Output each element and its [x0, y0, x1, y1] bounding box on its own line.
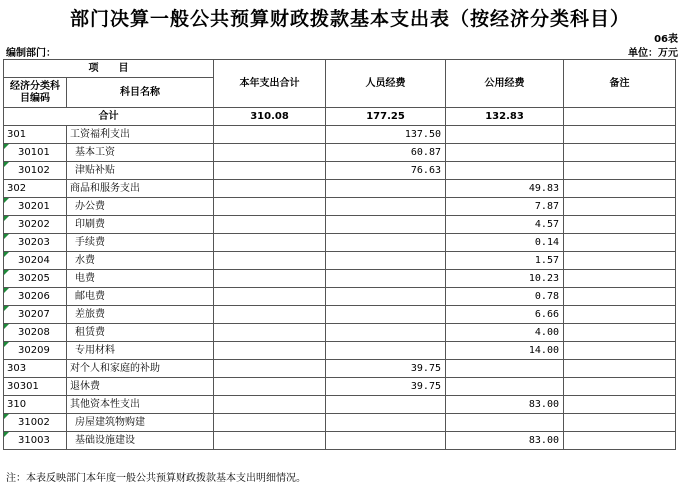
- row-code: 30207: [4, 306, 67, 324]
- row-code: 30204: [4, 252, 67, 270]
- table-row: [4, 234, 676, 252]
- row-code: 301: [4, 126, 67, 144]
- row-remark: [564, 126, 676, 144]
- row-code: 30208: [4, 324, 67, 342]
- row-personnel: [326, 252, 446, 270]
- row-public: [446, 414, 564, 432]
- row-name: 基础设施建设: [67, 432, 214, 450]
- row-public: 0.78: [446, 288, 564, 306]
- row-name: 其他资本性支出: [67, 396, 214, 414]
- table-row: [4, 432, 676, 450]
- row-public: [446, 162, 564, 180]
- row-public: [446, 360, 564, 378]
- row-total: [214, 198, 326, 216]
- table-row: [4, 342, 676, 360]
- row-name: 专用材料: [67, 342, 214, 360]
- table-row: [4, 126, 676, 144]
- row-total: [214, 306, 326, 324]
- row-code: 30203: [4, 234, 67, 252]
- table-row: [4, 270, 676, 288]
- row-name: 津贴补贴: [67, 162, 214, 180]
- row-remark: [564, 216, 676, 234]
- row-code: 30206: [4, 288, 67, 306]
- row-code: 30102: [4, 162, 67, 180]
- row-personnel: [326, 342, 446, 360]
- row-personnel: [326, 198, 446, 216]
- row-remark: [564, 234, 676, 252]
- header-project: 项 目: [4, 60, 214, 78]
- table-row: [4, 180, 676, 198]
- row-name: 差旅费: [67, 306, 214, 324]
- row-personnel: [326, 288, 446, 306]
- row-total: [214, 270, 326, 288]
- total-amount: 310.08: [214, 108, 326, 126]
- row-public: 0.14: [446, 234, 564, 252]
- row-code: 30205: [4, 270, 67, 288]
- header-item-name: 科目名称: [67, 78, 214, 108]
- row-public: 1.57: [446, 252, 564, 270]
- row-code: 31003: [4, 432, 67, 450]
- table-row: [4, 216, 676, 234]
- row-remark: [564, 306, 676, 324]
- row-personnel: 60.87: [326, 144, 446, 162]
- row-remark: [564, 360, 676, 378]
- row-personnel: 137.50: [326, 126, 446, 144]
- row-name: 办公费: [67, 198, 214, 216]
- table-row: [4, 144, 676, 162]
- page-title: 部门决算一般公共预算财政拨款基本支出表（按经济分类科目）: [69, 8, 630, 30]
- table-row: [4, 396, 676, 414]
- row-code: 30209: [4, 342, 67, 360]
- row-code: 30301: [4, 378, 67, 396]
- row-public: 4.57: [446, 216, 564, 234]
- row-public: 6.66: [446, 306, 564, 324]
- row-code: 30101: [4, 144, 67, 162]
- row-total: [214, 378, 326, 396]
- total-personnel: 177.25: [326, 108, 446, 126]
- row-name: 对个人和家庭的补助: [67, 360, 214, 378]
- row-public: 14.00: [446, 342, 564, 360]
- row-code: 302: [4, 180, 67, 198]
- row-remark: [564, 288, 676, 306]
- table-row: [4, 414, 676, 432]
- row-remark: [564, 342, 676, 360]
- row-personnel: [326, 306, 446, 324]
- row-total: [214, 288, 326, 306]
- row-name: 手续费: [67, 234, 214, 252]
- row-total: [214, 144, 326, 162]
- row-personnel: [326, 234, 446, 252]
- row-personnel: 76.63: [326, 162, 446, 180]
- row-personnel: [326, 180, 446, 198]
- row-code: 303: [4, 360, 67, 378]
- row-name: 退休费: [67, 378, 214, 396]
- row-total: [214, 234, 326, 252]
- row-code: 31002: [4, 414, 67, 432]
- header-econ-code: 经济分类科目编码: [4, 78, 67, 108]
- total-label: 合计: [4, 108, 214, 126]
- footer-note: 注：本表反映部门本年度一般公共预算财政拨款基本支出明细情况。: [6, 473, 306, 484]
- table-row: [4, 378, 676, 396]
- row-public: [446, 378, 564, 396]
- row-code: 30201: [4, 198, 67, 216]
- row-total: [214, 342, 326, 360]
- expenditure-table: [3, 59, 676, 450]
- row-name: 商品和服务支出: [67, 180, 214, 198]
- header-total: 本年支出合计: [214, 60, 326, 108]
- row-total: [214, 414, 326, 432]
- row-remark: [564, 144, 676, 162]
- row-public: 7.87: [446, 198, 564, 216]
- row-remark: [564, 432, 676, 450]
- row-name: 基本工资: [67, 144, 214, 162]
- row-remark: [564, 324, 676, 342]
- row-total: [214, 126, 326, 144]
- row-name: 工资福利支出: [67, 126, 214, 144]
- row-code: 30202: [4, 216, 67, 234]
- row-remark: [564, 180, 676, 198]
- row-total: [214, 432, 326, 450]
- row-personnel: 39.75: [326, 378, 446, 396]
- row-remark: [564, 378, 676, 396]
- row-name: 房屋建筑物购建: [67, 414, 214, 432]
- table-row: [4, 324, 676, 342]
- table-row: [4, 306, 676, 324]
- row-total: [214, 396, 326, 414]
- row-code: 310: [4, 396, 67, 414]
- table-row: [4, 162, 676, 180]
- table-row: [4, 198, 676, 216]
- table-row: [4, 288, 676, 306]
- table-body: [4, 126, 676, 450]
- row-personnel: [326, 216, 446, 234]
- header-personnel: 人员经费: [326, 60, 446, 108]
- row-personnel: [326, 396, 446, 414]
- row-total: [214, 324, 326, 342]
- row-public: 83.00: [446, 432, 564, 450]
- row-name: 电费: [67, 270, 214, 288]
- row-name: 租赁费: [67, 324, 214, 342]
- row-personnel: [326, 432, 446, 450]
- row-public: 4.00: [446, 324, 564, 342]
- row-remark: [564, 198, 676, 216]
- row-remark: [564, 414, 676, 432]
- row-total: [214, 216, 326, 234]
- row-remark: [564, 270, 676, 288]
- row-personnel: [326, 270, 446, 288]
- total-remark: [564, 108, 676, 126]
- table-code: 06表: [654, 34, 678, 45]
- row-name: 印刷费: [67, 216, 214, 234]
- row-personnel: [326, 324, 446, 342]
- row-remark: [564, 252, 676, 270]
- header-public: 公用经费: [446, 60, 564, 108]
- row-total: [214, 360, 326, 378]
- dept-label: 编制部门：: [6, 48, 56, 59]
- table-row: [4, 252, 676, 270]
- row-public: 49.83: [446, 180, 564, 198]
- row-remark: [564, 396, 676, 414]
- row-personnel: [326, 414, 446, 432]
- row-total: [214, 162, 326, 180]
- table-row: [4, 360, 676, 378]
- total-public: 132.83: [446, 108, 564, 126]
- row-public: 83.00: [446, 396, 564, 414]
- row-public: [446, 126, 564, 144]
- row-public: [446, 144, 564, 162]
- row-total: [214, 180, 326, 198]
- row-public: 10.23: [446, 270, 564, 288]
- row-personnel: 39.75: [326, 360, 446, 378]
- row-remark: [564, 162, 676, 180]
- header-remark: 备注: [564, 60, 676, 108]
- unit-label: 单位：万元: [628, 48, 678, 59]
- row-name: 水费: [67, 252, 214, 270]
- row-total: [214, 252, 326, 270]
- row-name: 邮电费: [67, 288, 214, 306]
